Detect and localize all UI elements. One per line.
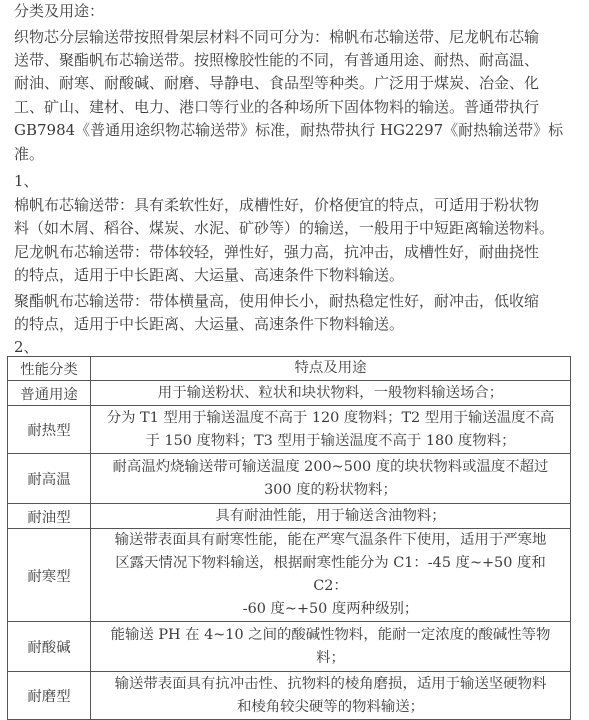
section-title: 分类及用途： bbox=[14, 2, 105, 20]
description-line: 分为 T1 型用于输送温度不高于 120 度物料；T2 型用于输送温度不高 bbox=[106, 409, 555, 426]
description-line: 用于输送粉状、粒状和块状物料，一般物料输送场合； bbox=[157, 384, 504, 401]
description-line: 料； bbox=[316, 649, 345, 666]
intro-line: 工、矿山、建材、电力、港口等行业的各种场所下固体物料的输送。普通带执行 bbox=[14, 98, 540, 116]
row-description bbox=[91, 622, 571, 672]
row-description bbox=[91, 406, 571, 454]
row-category: 耐磨型 bbox=[8, 672, 91, 720]
row-description bbox=[91, 381, 571, 406]
section1-line: 的特点，适用于中长距离、大运量、高速条件下物料输送。 bbox=[14, 266, 405, 284]
header-features: 特点及用途 bbox=[91, 357, 571, 381]
description-line: 和棱角较尖硬等的物料输送； bbox=[236, 698, 425, 715]
table-header-row bbox=[8, 357, 571, 381]
row-category: 耐油型 bbox=[8, 504, 91, 529]
table-row bbox=[8, 381, 571, 406]
row-description bbox=[91, 672, 571, 720]
intro-line: 送带、聚酯帆布芯输送带。按照橡胶性能的不同，有普通用途、耐热、耐高温、 bbox=[14, 51, 540, 69]
row-category: 耐酸碱 bbox=[8, 622, 91, 672]
section1-line: 聚酯帆布芯输送带：带体横量高，使用伸长小，耐热稳定性好，耐冲击，低收缩 bbox=[14, 292, 540, 310]
intro-line: GB7984《普通用途织物芯输送带》标准，耐热带执行 HG2297《耐热输送带》标 bbox=[14, 121, 564, 139]
section1-number: 1、 bbox=[14, 172, 39, 190]
row-category: 普通用途 bbox=[8, 381, 91, 406]
row-category: 耐高温 bbox=[8, 454, 91, 504]
section1-line: 的特点，适用于中长距离、大运量、高速条件下物料输送。 bbox=[14, 315, 405, 333]
table-row bbox=[8, 504, 571, 529]
row-category: 耐寒型 bbox=[8, 529, 91, 622]
table-row bbox=[8, 454, 571, 504]
description-line: 耐高温灼烧输送带可输送温度 200~500 度的块状物料或温度不超过 bbox=[112, 458, 549, 475]
section1-line: 料（如木屑、稻谷、煤炭、水泥、矿砂等）的输送，一般用于中短距离输送物料。 bbox=[14, 219, 555, 237]
row-description bbox=[91, 504, 571, 529]
row-description bbox=[91, 529, 571, 622]
description-line: 具有耐油性能，用于输送含油物料； bbox=[215, 507, 446, 524]
header-category: 性能分类 bbox=[8, 357, 91, 381]
description-line: 输送带表面具有耐寒性能，能在严寒气温条件下使用，适用于严寒地 bbox=[114, 532, 547, 548]
description-line: 输送带表面具有抗冲击性、抗物料的棱角磨损，适用于输送坚硬物料 bbox=[114, 675, 547, 692]
table-row bbox=[8, 622, 571, 672]
description-line: 区露天情况下物料输送，根据耐寒性能分为 C1：-45 度~+50 度和 C2： bbox=[115, 555, 546, 594]
performance-table bbox=[7, 356, 571, 720]
intro-line: 织物芯分层输送带按照骨架层材料不同可分为：棉帆布芯输送带、尼龙帆布芯输 bbox=[14, 28, 540, 46]
description-line: 300 度的粉状物料； bbox=[264, 481, 397, 498]
section1-line: 尼龙帆布芯输送带：带体较轻，弹性好，强力高，抗冲击，成槽性好，耐曲挠性 bbox=[14, 243, 540, 261]
description-line: 于 150 度物料；T3 型用于输送温度不高于 180 度物料； bbox=[145, 432, 516, 449]
section1-line: 棉帆布芯输送带：具有柔软性好，成槽性好，价格便宜的特点，可适用于粉状物 bbox=[14, 196, 540, 214]
row-description bbox=[91, 454, 571, 504]
table-row bbox=[8, 529, 571, 622]
intro-line: 耐油、耐寒、耐酸碱、耐磨、导静电、食品型等种类。广泛用于煤炭、冶金、化 bbox=[14, 74, 540, 92]
section2-number: 2、 bbox=[14, 338, 39, 356]
intro-line: 准。 bbox=[14, 145, 45, 163]
description-line: 能输送 PH 在 4~10 之间的酸碱性物料，能耐一定浓度的酸碱性等物 bbox=[110, 626, 551, 643]
row-category: 耐热型 bbox=[8, 406, 91, 454]
table-row bbox=[8, 406, 571, 454]
description-line: -60 度~+50 度两种级别； bbox=[242, 601, 419, 617]
table-row bbox=[8, 672, 571, 720]
